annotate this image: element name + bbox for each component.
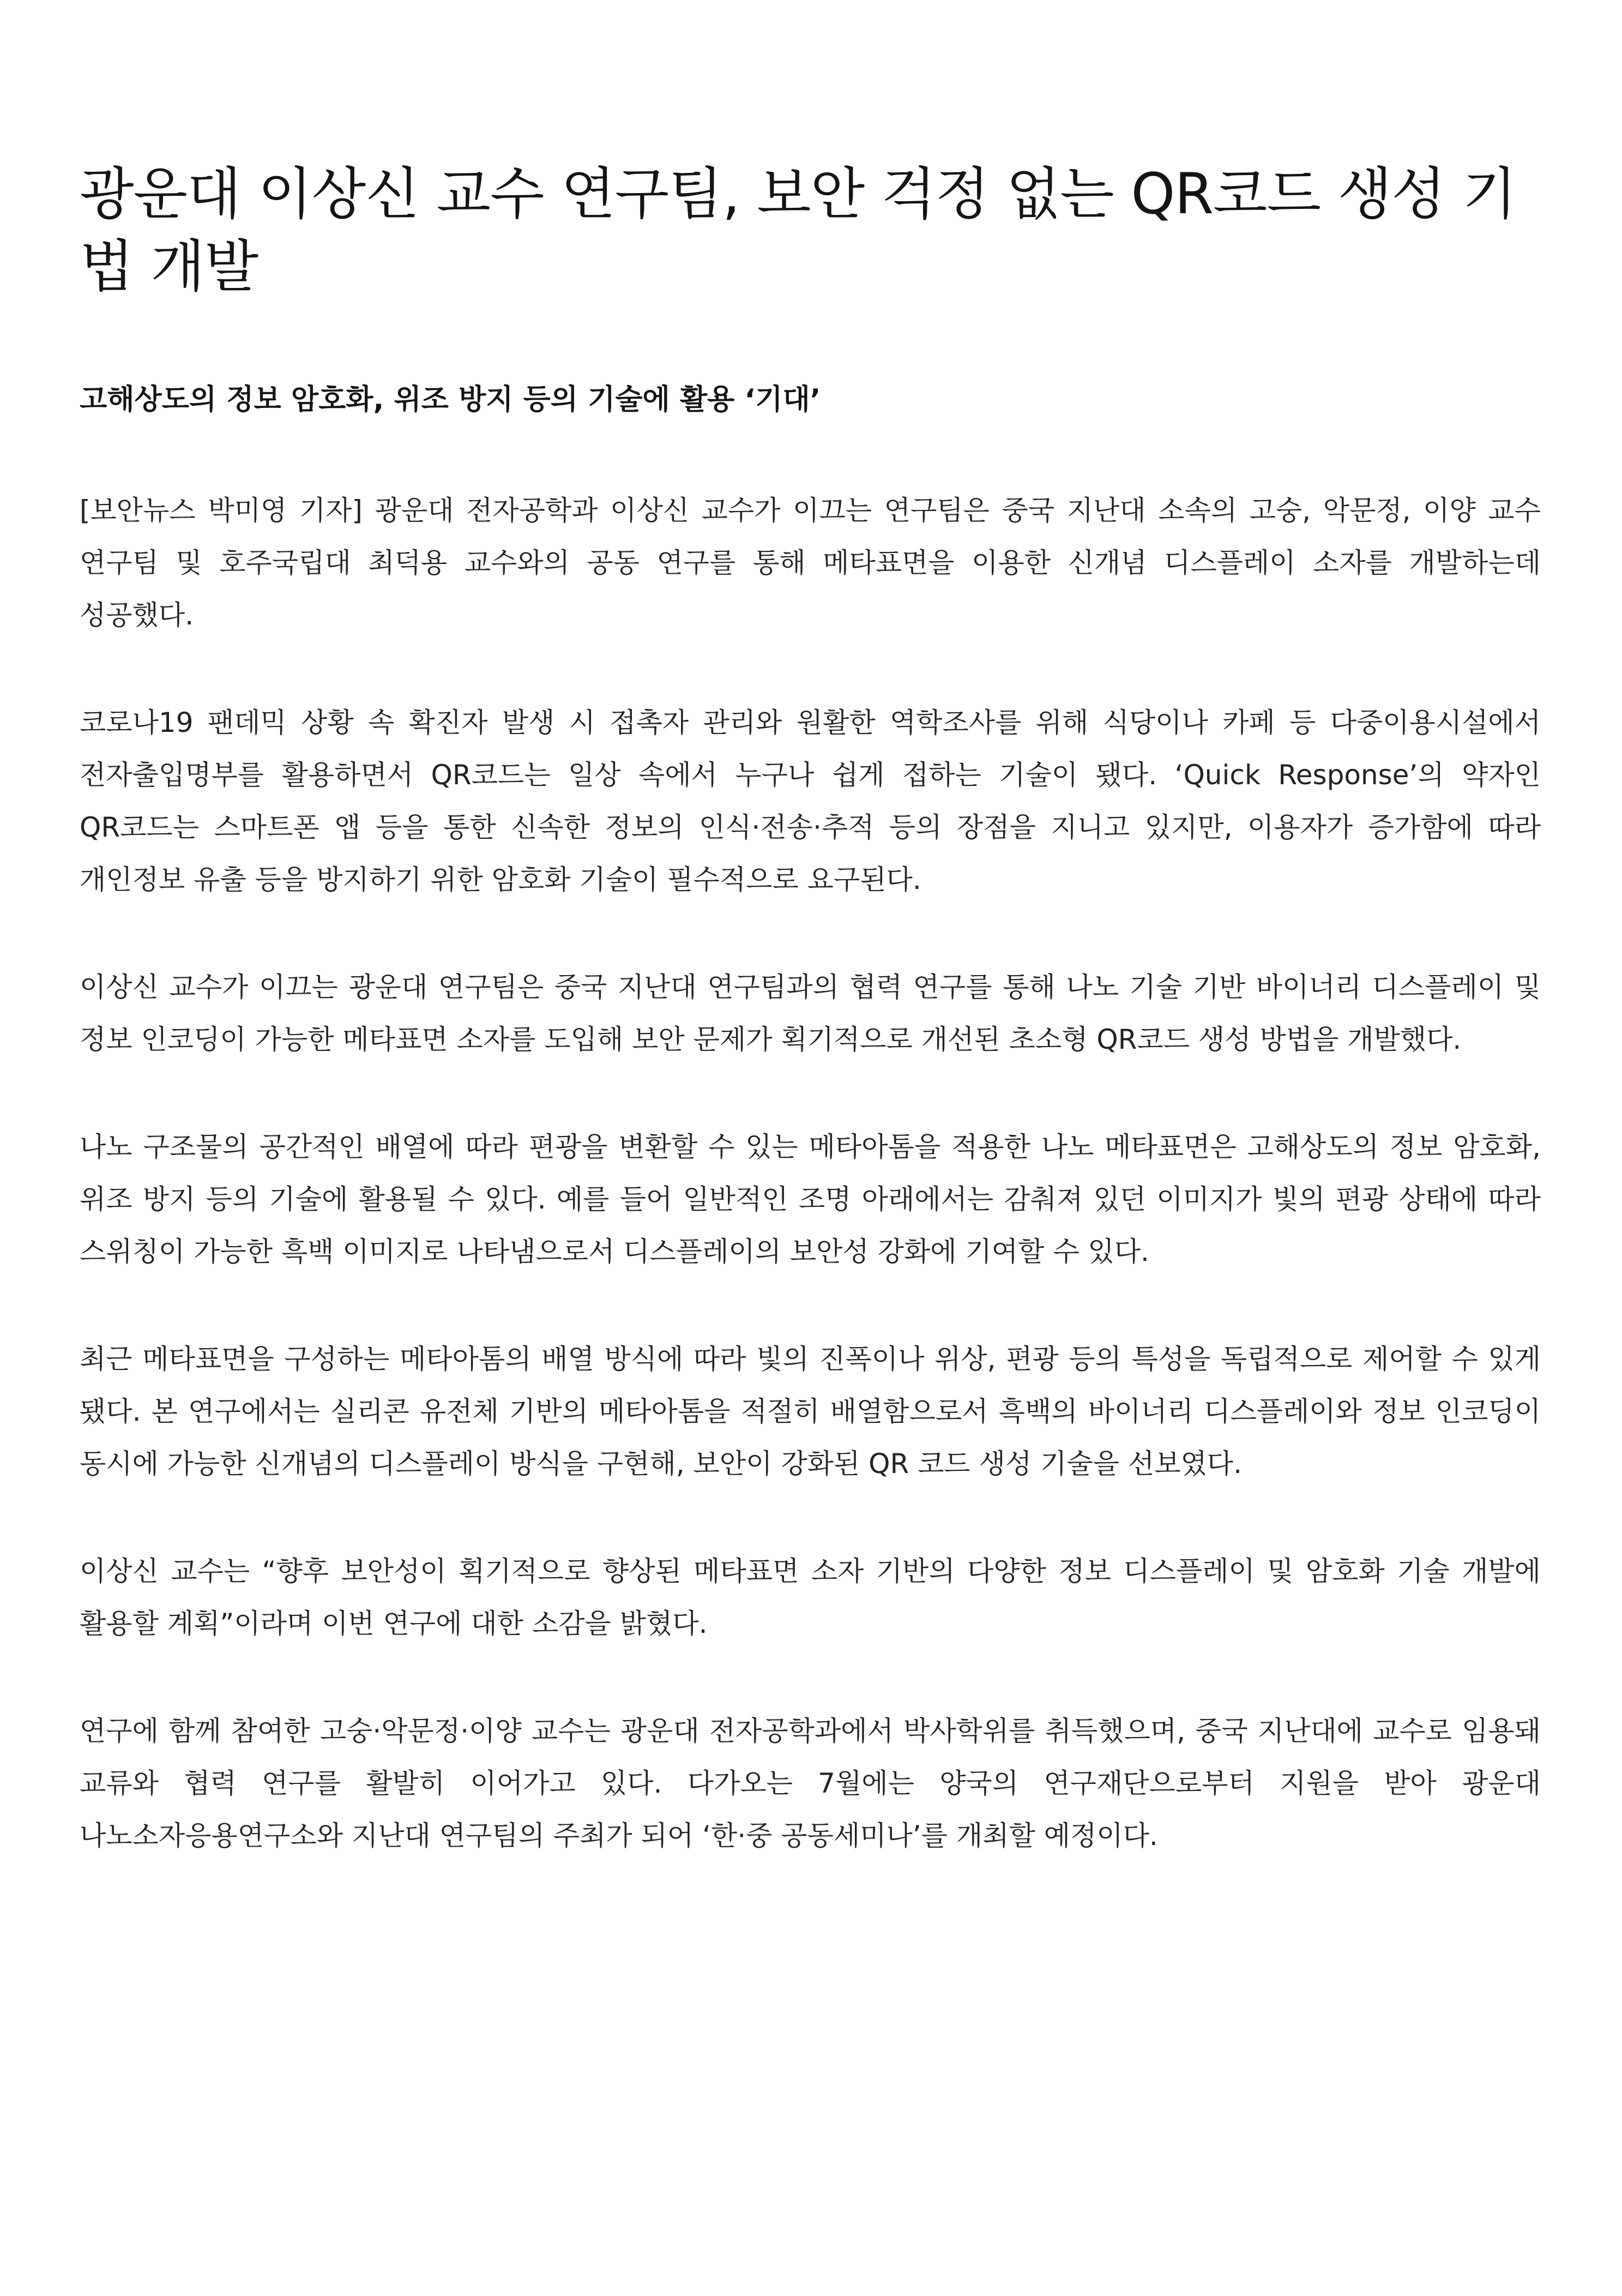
paragraph-4: 나노 구조물의 공간적인 배열에 따라 편광을 변환할 수 있는 메타아톰을 적용한 나노 메타표면은 고해상도의 정보 암호화, 위조 방지 등의 기술에 활용될 수 있다. 예를 들어 일반적인 조명 아래에서는 감춰져 있던 이미지가 빛의 편광 상태에 따라 스위칭이 가능한 흑백 이미지로 나타냄으로서 디스플레이의 보안성 강화에 기여할 수 있다. xyxy=(80,1131,1541,1267)
article-subheadline: 고해상도의 정보 암호화, 위조 방지 등의 기술에 활용 ‘기대’ xyxy=(80,383,821,416)
article-body xyxy=(80,484,1541,1862)
paragraph-6: 이상신 교수는 “향후 보안성이 획기적으로 향상된 메타표면 소자 기반의 다양한 정보 디스플레이 및 암호화 기술 개발에 활용할 계획”이라며 이번 연구에 대한 소감을 밝혔다. xyxy=(80,1555,1541,1639)
paragraph-5: 최근 메타표면을 구성하는 메타아톰의 배열 방식에 따라 빛의 진폭이나 위상, 편광 등의 특성을 독립적으로 제어할 수 있게 됐다. 본 연구에서는 실리콘 유전체 기반의 메타아톰을 적절히 배열함으로서 흑백의 바이너리 디스플레이와 정보 인코딩이 동시에 가능한 신개념의 디스플레이 방식을 구현해, 보안이 강화된 QR 코드 생성 기술을 선보였다. xyxy=(80,1343,1541,1480)
paragraph-3: 이상신 교수가 이끄는 광운대 연구팀은 중국 지난대 연구팀과의 협력 연구를 통해 나노 기술 기반 바이너리 디스플레이 및 정보 인코딩이 가능한 메타표면 소자를 도입해 보안 문제가 획기적으로 개선된 초소형 QR코드 생성 방법을 개발했다. xyxy=(80,971,1541,1055)
paragraph-1: [보안뉴스 박미영 기자] 광운대 전자공학과 이상신 교수가 이끄는 연구팀은 중국 지난대 소속의 고숭, 악문정, 이양 교수 연구팀 및 호주국립대 최덕용 교수와의 공동 연구를 통해 메타표면을 이용한 신개념 디스플레이 소자를 개발하는데 성공했다. xyxy=(80,495,1541,631)
article xyxy=(80,158,1541,1862)
paragraph-2: 코로나19 팬데믹 상황 속 확진자 발생 시 접촉자 관리와 원활한 역학조사를 위해 식당이나 카페 등 다중이용시설에서 전자출입명부를 활용하면서 QR코드는 일상 속에서 누구나 쉽게 접하는 기술이 됐다. ‘Quick Response’의 약자인 QR코드는 스마트폰 앱 등을 통한 신속한 정보의 인식·전송·추적 등의 장점을 지니고 있지만, 이용자가 증가함에 따라 개인정보 유출 등을 방지하기 위한 암호화 기술이 필수적으로 요구된다. xyxy=(80,707,1541,895)
article-headline: 광운대 이상신 교수 연구팀, 보안 걱정 없는 QR코드 생성 기법 개발 xyxy=(80,161,1517,299)
paragraph-7: 연구에 함께 참여한 고숭·악문정·이양 교수는 광운대 전자공학과에서 박사학위를 취득했으며, 중국 지난대에 교수로 임용돼 교류와 협력 연구를 활발히 이어가고 있다. 다가오는 7월에는 양국의 연구재단으로부터 지원을 받아 광운대 나노소자응용연구소와 지난대 연구팀의 주최가 되어 ‘한·중 공동세미나’를 개최할 예정이다. xyxy=(80,1715,1541,1852)
